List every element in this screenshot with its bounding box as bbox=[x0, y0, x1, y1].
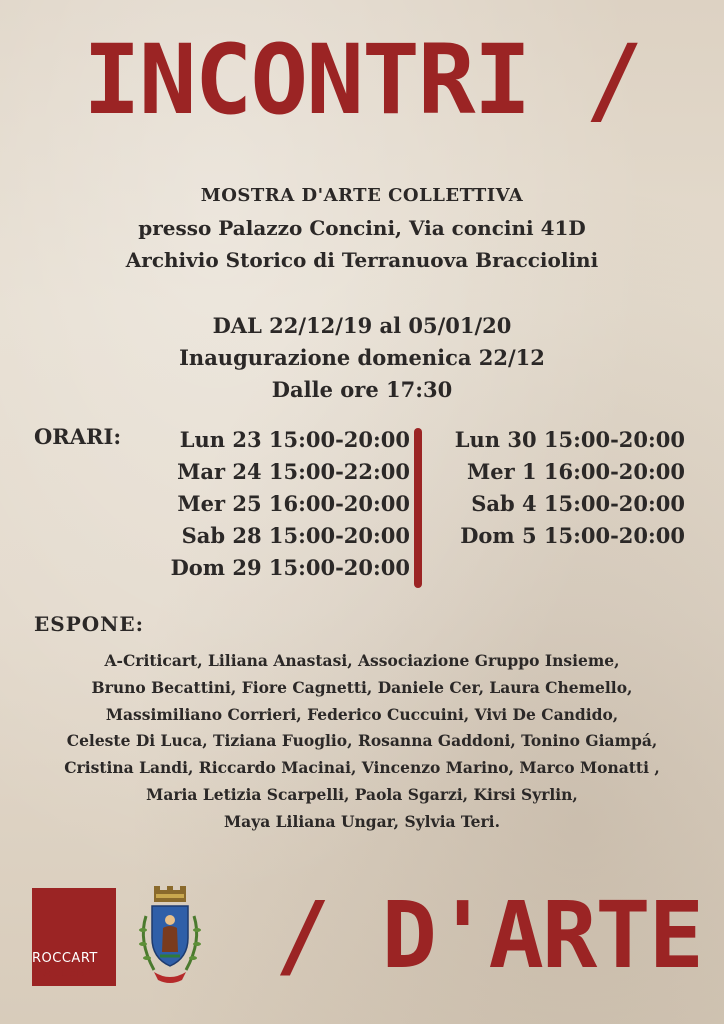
schedule-row: Mer 25 16:00-20:00 bbox=[177, 491, 410, 516]
schedule-row: Mar 24 15:00-22:00 bbox=[177, 459, 410, 484]
schedule-row: Sab 28 15:00-20:00 bbox=[181, 523, 410, 548]
artists-list bbox=[30, 648, 694, 836]
logo-line-2: GALLERY bbox=[32, 966, 94, 981]
espone-label: ESPONE: bbox=[34, 612, 145, 636]
artists-line: Cristina Landi, Riccardo Macinai, Vincenzo Marino, Marco Monatti , bbox=[64, 758, 660, 778]
schedule-row: Lun 30 15:00-20:00 bbox=[454, 427, 685, 452]
date-range: DAL 22/12/19 al 05/01/20 bbox=[212, 313, 512, 338]
exhibition-dates bbox=[0, 310, 724, 406]
schedule-left-column bbox=[150, 424, 410, 584]
artists-line: Massimiliano Corrieri, Federico Cuccuini, Vivi De Candido, bbox=[105, 704, 619, 724]
schedule-right-column bbox=[430, 424, 685, 552]
title-incontri: INCONTRI / bbox=[83, 24, 641, 136]
orari-label: ORARI: bbox=[34, 424, 122, 449]
artists-line: Maya Liliana Ungar, Sylvia Teri. bbox=[224, 811, 500, 831]
exhibition-intro bbox=[0, 180, 724, 276]
schedule-row: Sab 4 15:00-20:00 bbox=[471, 491, 685, 516]
schedule-divider bbox=[414, 428, 422, 588]
opening-day: Inaugurazione domenica 22/12 bbox=[179, 345, 545, 370]
logo-line-1: ROCCART bbox=[32, 951, 98, 966]
intro-line-1: MOSTRA D'ARTE COLLETTIVA bbox=[200, 185, 524, 206]
artists-line: A-Criticart, Liliana Anastasi, Associazione Gruppo Insieme, bbox=[104, 651, 620, 670]
artists-line: Maria Letizia Scarpelli, Paola Sgarzi, Kirsi Syrlin, bbox=[146, 784, 578, 804]
intro-line-3: Archivio Storico di Terranuova Bracciolini bbox=[125, 248, 599, 272]
municipal-crest-icon bbox=[132, 886, 208, 986]
roccart-logo-text bbox=[32, 951, 122, 981]
schedule-row: Mer 1 16:00-20:00 bbox=[466, 459, 685, 484]
artists-line: Celeste Di Luca, Tiziana Fuoglio, Rosanna Gaddoni, Tonino Giampá, bbox=[66, 731, 658, 751]
schedule-row: Dom 5 15:00-20:00 bbox=[460, 523, 685, 548]
intro-line-2: presso Palazzo Concini, Via concini 41D bbox=[138, 216, 586, 240]
schedule-row: Dom 29 15:00-20:00 bbox=[170, 555, 410, 580]
opening-time: Dalle ore 17:30 bbox=[271, 377, 453, 402]
artists-line: Bruno Becattini, Fiore Cagnetti, Daniele Cer, Laura Chemello, bbox=[91, 677, 633, 697]
schedule-row: Lun 23 15:00-20:00 bbox=[179, 427, 410, 452]
title-darte: / D'ARTE bbox=[274, 882, 702, 989]
